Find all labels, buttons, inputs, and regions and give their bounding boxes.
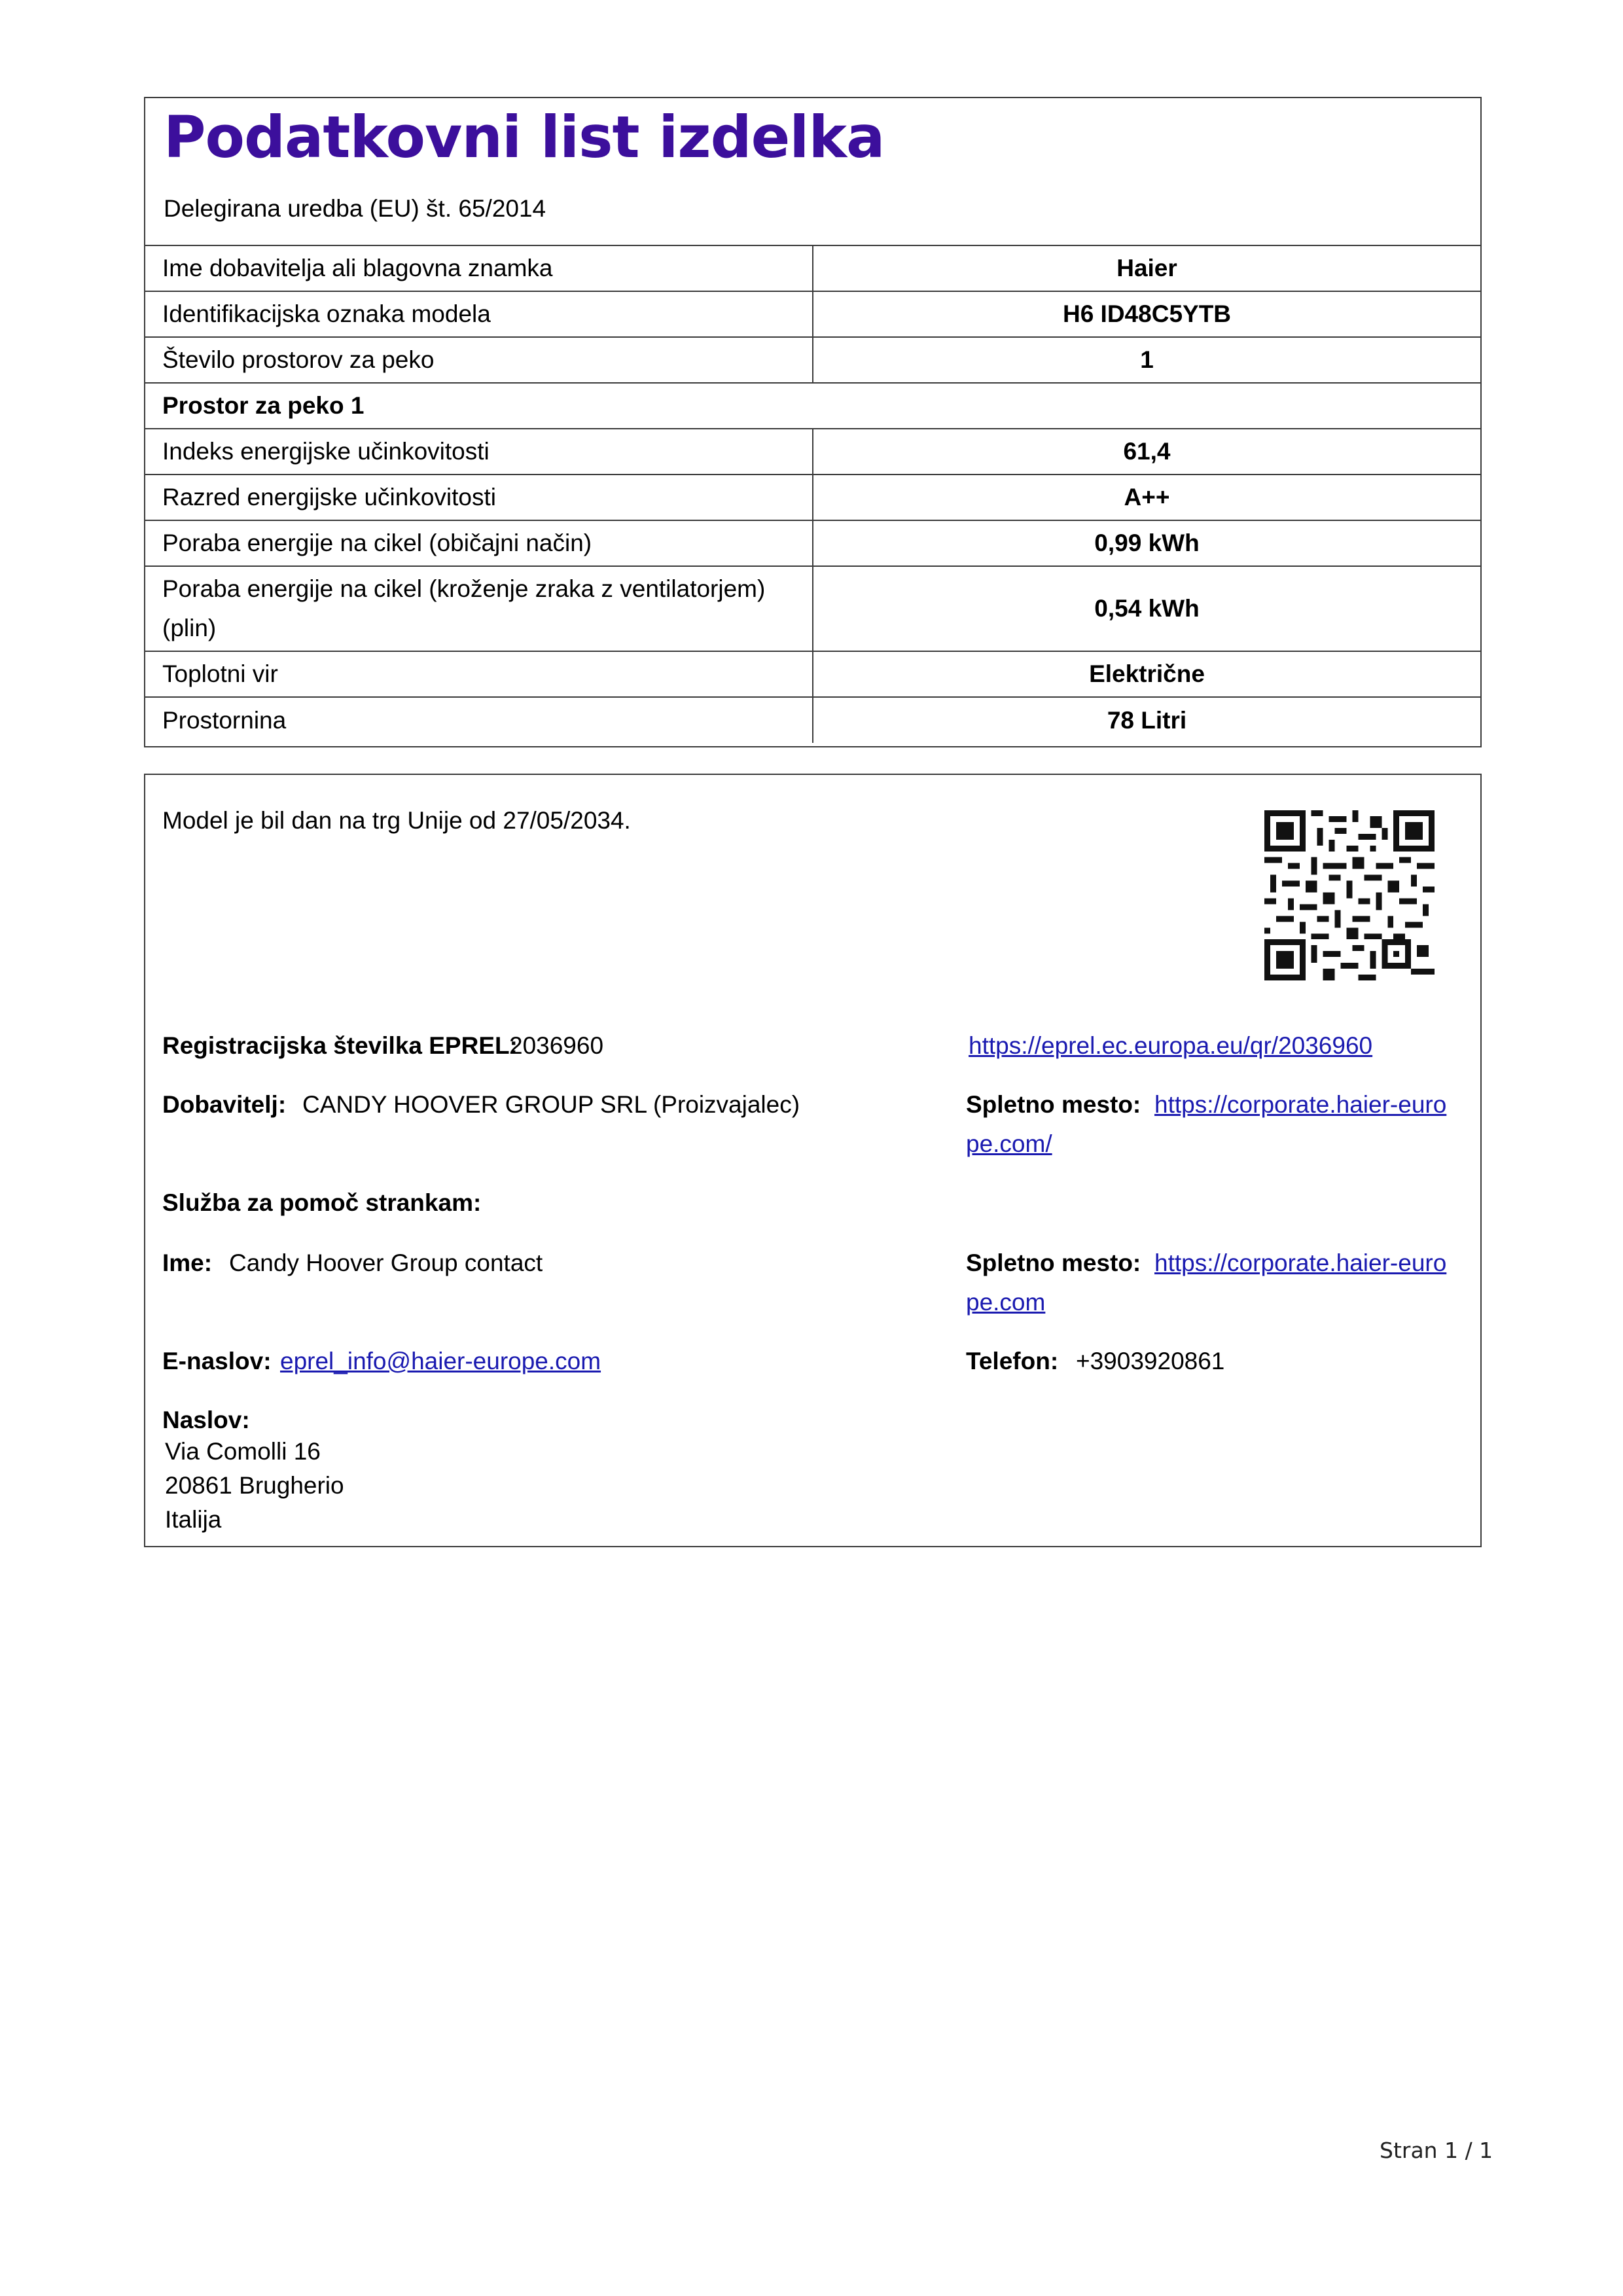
service-website-link-continued[interactable]: pe.com (966, 1289, 1046, 1316)
market-date-text: Model je bil dan na trg Unije od 27/05/2034. (162, 807, 631, 834)
supplier-website-label: Spletno mesto: (966, 1091, 1141, 1118)
address-line: Via Comolli 16 (165, 1438, 321, 1465)
row-label: Število prostorov za peko (145, 337, 813, 383)
row-label: Ime dobavitelja ali blagovna znamka (145, 245, 813, 291)
eprel-number: 2036960 (509, 1032, 604, 1059)
row-label (145, 566, 813, 651)
customer-service-heading: Služba za pomoč strankam: (162, 1189, 482, 1216)
contact-name-value: Candy Hoover Group contact (229, 1249, 543, 1276)
table-row (145, 429, 1480, 475)
supplier-label: Dobavitelj: (162, 1091, 287, 1118)
address-label: Naslov: (162, 1407, 250, 1433)
phone-value: +3903920861 (1076, 1348, 1225, 1374)
service-website-label: Spletno mesto: (966, 1249, 1141, 1276)
row-label-line: Poraba energije na cikel (kroženje zraka z ventilatorjem) (162, 575, 766, 602)
row-label: Identifikacijska oznaka modela (145, 291, 813, 337)
eprel-link[interactable]: https://eprel.ec.europa.eu/qr/2036960 (969, 1032, 1373, 1059)
row-label: Toplotni vir (145, 651, 813, 697)
phone-label: Telefon: (966, 1348, 1059, 1374)
email-label: E-naslov: (162, 1348, 272, 1374)
regulation-reference: Delegirana uredba (EU) št. 65/2014 (164, 195, 546, 222)
table-row (145, 697, 1480, 743)
row-value: 1 (813, 337, 1480, 383)
section-heading: Prostor za peko 1 (145, 383, 1480, 429)
contact-info-box (144, 774, 1482, 1547)
supplier-website-link[interactable]: https://corporate.haier-euro (1154, 1091, 1447, 1118)
table-row (145, 566, 1480, 651)
page-number: Stran 1 / 1 (1380, 2138, 1493, 2163)
table-row (145, 245, 1480, 291)
address-line: 20861 Brugherio (165, 1472, 344, 1499)
table-row (145, 520, 1480, 566)
contact-name-label: Ime: (162, 1249, 213, 1276)
row-value: A++ (813, 475, 1480, 520)
row-label-line: (plin) (162, 615, 217, 641)
row-value: 0,99 kWh (813, 520, 1480, 566)
row-value: Haier (813, 245, 1480, 291)
email-link[interactable]: eprel_info@haier-europe.com (280, 1348, 601, 1374)
row-value: H6 ID48C5YTB (813, 291, 1480, 337)
row-value: 0,54 kWh (813, 566, 1480, 651)
product-info-sheet (144, 97, 1482, 747)
service-website-link[interactable]: https://corporate.haier-euro (1154, 1249, 1447, 1276)
qr-code-icon[interactable] (1264, 810, 1435, 980)
row-label: Poraba energije na cikel (običajni način) (145, 520, 813, 566)
table-row (145, 337, 1480, 383)
eprel-label: Registracijska številka EPREL: (162, 1032, 518, 1059)
specification-table (145, 245, 1480, 743)
row-label: Prostornina (145, 697, 813, 743)
section-row (145, 383, 1480, 429)
table-row (145, 475, 1480, 520)
table-row (145, 651, 1480, 697)
table-row (145, 291, 1480, 337)
supplier-website-link-continued[interactable]: pe.com/ (966, 1130, 1052, 1157)
row-label: Razred energijske učinkovitosti (145, 475, 813, 520)
row-value: 78 Litri (813, 697, 1480, 743)
address-line: Italija (165, 1506, 222, 1533)
row-value: Električne (813, 651, 1480, 697)
row-label: Indeks energijske učinkovitosti (145, 429, 813, 475)
supplier-value: CANDY HOOVER GROUP SRL (Proizvajalec) (302, 1091, 800, 1118)
row-value: 61,4 (813, 429, 1480, 475)
page-title: Podatkovni list izdelka (164, 103, 885, 171)
